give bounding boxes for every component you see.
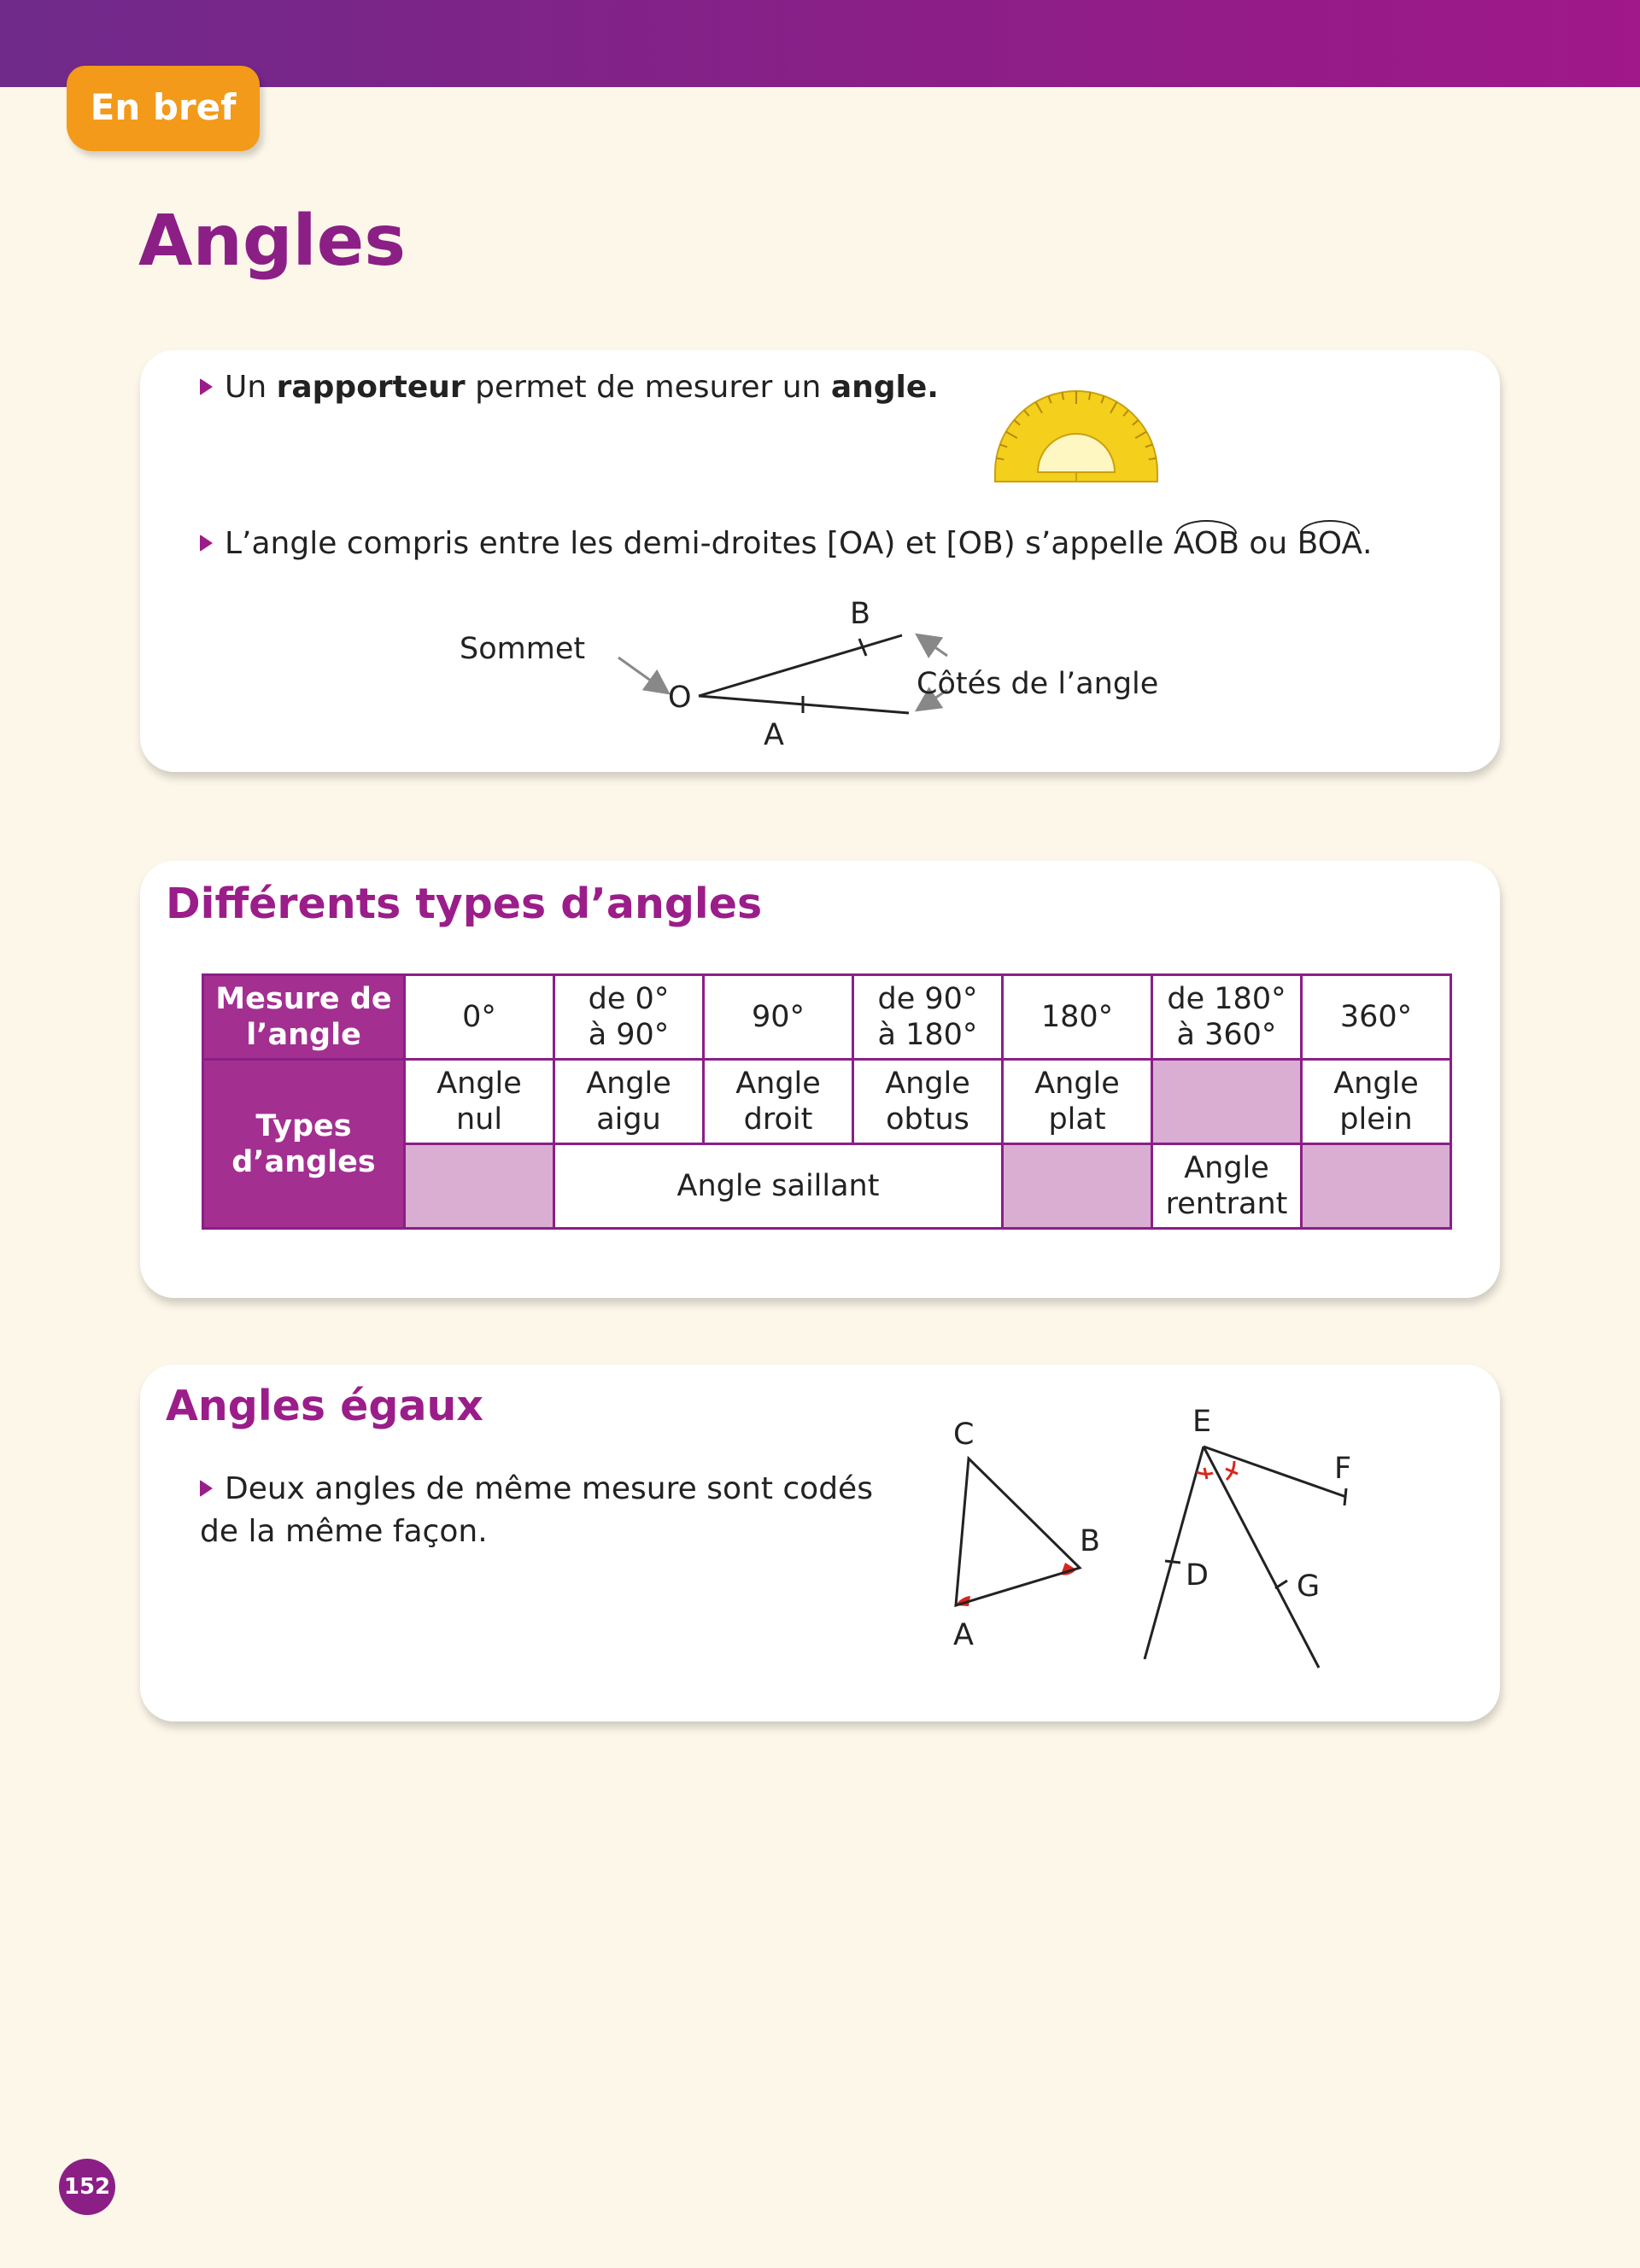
angle-diagram [460,589,1302,752]
table-cell: 360° [1302,975,1451,1060]
table-cell-empty [1152,1060,1302,1144]
arrow-cote-b [919,636,947,656]
angle-name-sentence [200,525,1372,563]
ray-ed [1145,1447,1204,1659]
cell-angle-rentrant: Angle rentrant [1152,1144,1302,1229]
section-tag: En bref [67,66,260,151]
bullet-icon [200,378,213,395]
label-a: A [953,1618,974,1652]
label-b: B [1080,1524,1101,1558]
protractor-icon [991,383,1162,485]
label-f: F [1334,1452,1352,1486]
table-row-measure [203,975,1451,1060]
equal-angles-diagram [140,1365,1500,1721]
table-cell: 180° [1003,975,1152,1060]
triangle-abc [956,1458,1080,1605]
label-a: A [764,718,784,752]
text: . [1362,526,1373,561]
angle-boa: BOA [1297,526,1363,561]
table-cell: Angle droit [704,1060,853,1144]
text: ou [1239,526,1297,561]
table-row-types [203,1060,1451,1144]
table-cell: de 0° à 90° [554,975,704,1060]
term-angle: angle. [830,370,939,405]
angle-types-table [202,973,1452,1230]
table-cell: 0° [405,975,554,1060]
page-number: 152 [59,2159,115,2215]
table-cell-empty [1302,1144,1451,1229]
row-head-measure: Mesure de l’angle [203,975,405,1060]
ray-ob [699,635,902,696]
table-cell-empty [1003,1144,1152,1229]
ray-eg [1204,1447,1319,1668]
angle-types-card [140,861,1500,1298]
section-title: Angles égaux [166,1382,483,1430]
label-e: E [1192,1405,1212,1439]
text: permet de mesurer un [465,370,831,405]
table-cell: Angle nul [405,1060,554,1144]
label-cotes: Côtés de l’angle [917,667,1159,701]
label-sommet: Sommet [460,632,586,666]
table-cell: 90° [704,975,853,1060]
label-b: B [850,597,871,631]
rapporteur-sentence [200,369,939,406]
equal-angles-text-2: de la même façon. [200,1514,488,1549]
text: Deux angles de même mesure sont codés [225,1471,873,1506]
label-c: C [953,1418,975,1452]
table-cell: de 90° à 180° [853,975,1003,1060]
label-o: O [668,681,692,715]
text: Un [225,370,277,405]
page-title: Angles [138,201,407,282]
section-title: Différents types d’angles [166,880,763,928]
table-cell: Angle plat [1003,1060,1152,1144]
angle-aob: AOB [1173,526,1239,561]
table-cell: de 180° à 360° [1152,975,1302,1060]
table-cell: Angle obtus [853,1060,1003,1144]
cell-angle-saillant: Angle saillant [554,1144,1003,1229]
label-d: D [1186,1558,1209,1593]
bullet-icon [200,535,213,552]
table-cell: Angle plein [1302,1060,1451,1144]
label-g: G [1297,1569,1321,1604]
equal-angles-card [140,1365,1500,1721]
arrow-sommet [618,658,666,692]
intro-card [140,350,1500,772]
text: L’angle compris entre les demi-droites [OA) et [OB) s’appelle [225,526,1174,561]
term-rapporteur: rapporteur [276,370,466,405]
row-head-types: Types d’angles [203,1060,405,1229]
table-cell: Angle aigu [554,1060,704,1144]
table-cell-empty [405,1144,554,1229]
